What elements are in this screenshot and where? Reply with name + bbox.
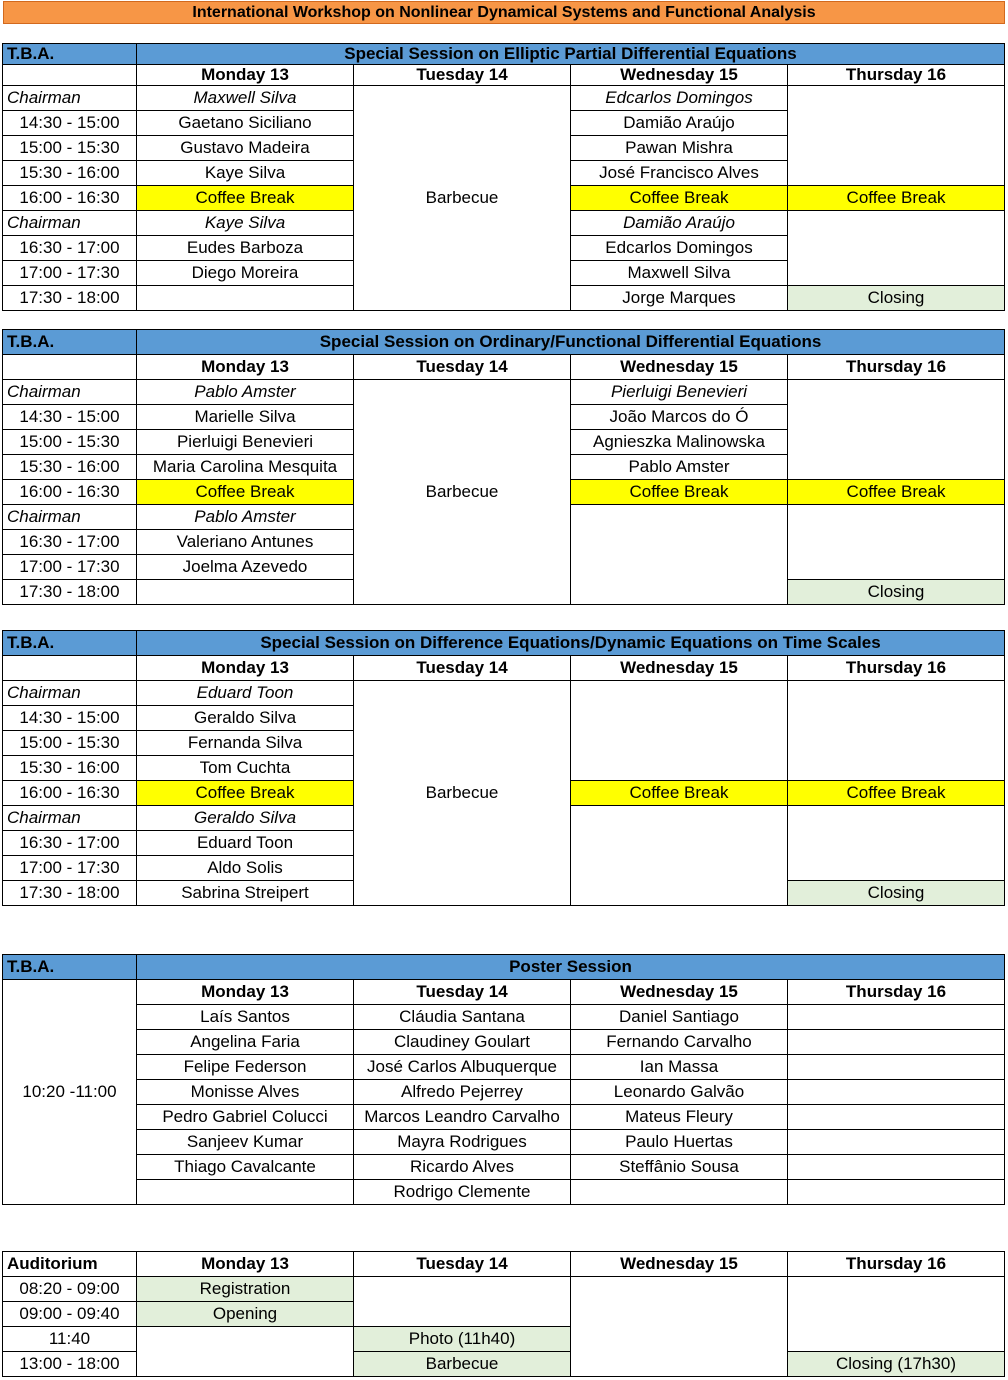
poster-presenter: Cláudia Santana [354,1005,571,1030]
empty-cell [137,1327,354,1377]
time-slot: 11:40 [3,1327,137,1352]
poster-presenter: Ricardo Alves [354,1155,571,1180]
auditorium-table [2,1251,1005,1377]
poster-presenter: Steffânio Sousa [571,1155,788,1180]
poster-presenter: Pedro Gabriel Colucci [137,1105,354,1130]
coffee-break: Coffee Break [571,480,788,505]
time-slot: 17:00 - 17:30 [3,261,137,286]
speaker: Damião Araújo [571,111,788,136]
empty-cell [3,65,137,86]
day-header-tuesday: Tuesday 14 [354,65,571,86]
speaker: Kaye Silva [137,161,354,186]
day-header-thursday: Thursday 16 [788,1252,1005,1277]
session-title: Special Session on Ordinary/Functional Differential Equations [137,330,1005,355]
speaker: Eudes Barboza [137,236,354,261]
barbecue-cell: Barbecue [354,1352,571,1377]
empty-cell [571,1277,788,1377]
time-slot: 17:00 - 17:30 [3,555,137,580]
photo-cell: Photo (11h40) [354,1327,571,1352]
poster-presenter: Ian Massa [571,1055,788,1080]
closing-cell: Closing [788,286,1005,311]
poster-presenter [788,1005,1005,1030]
location-cell: T.B.A. [3,631,137,656]
coffee-break: Coffee Break [137,480,354,505]
time-slot: 17:30 - 18:00 [3,286,137,311]
speaker: Pierluigi Benevieri [137,430,354,455]
session-elliptic-table [2,43,1005,311]
poster-presenter: Sanjeev Kumar [137,1130,354,1155]
time-slot: 17:00 - 17:30 [3,856,137,881]
day-header-wednesday: Wednesday 15 [571,656,788,681]
speaker: Maria Carolina Mesquita [137,455,354,480]
session-ordinary-table [2,329,1005,605]
poster-presenter [137,1180,354,1205]
poster-presenter: Daniel Santiago [571,1005,788,1030]
day-header-wednesday: Wednesday 15 [571,355,788,380]
poster-presenter: Leonardo Galvão [571,1080,788,1105]
time-slot: 15:30 - 16:00 [3,756,137,781]
location-cell: T.B.A. [3,44,137,65]
session-title: Special Session on Elliptic Partial Differential Equations [137,44,1005,65]
speaker: Aldo Solis [137,856,354,881]
poster-presenter [788,1155,1005,1180]
time-slot: 13:00 - 18:00 [3,1352,137,1377]
chairman-name: Damião Araújo [571,211,788,236]
poster-presenter: Alfredo Pejerrey [354,1080,571,1105]
barbecue-cell: Barbecue [354,681,571,906]
time-slot: 17:30 - 18:00 [3,580,137,605]
speaker: Maxwell Silva [571,261,788,286]
day-header-monday: Monday 13 [137,65,354,86]
time-slot: 15:00 - 15:30 [3,136,137,161]
time-slot: 16:30 - 17:00 [3,530,137,555]
session-title: Poster Session [137,955,1005,980]
time-slot: 16:30 - 17:00 [3,236,137,261]
chairman-name: Eduard Toon [137,681,354,706]
speaker: Edcarlos Domingos [571,236,788,261]
speaker: Jorge Marques [571,286,788,311]
day-header-tuesday: Tuesday 14 [354,980,571,1005]
speaker [137,580,354,605]
time-slot: 16:30 - 17:00 [3,831,137,856]
chairman-label: Chairman [3,86,137,111]
speaker: João Marcos do Ó [571,405,788,430]
empty-cell [788,211,1005,286]
day-header-thursday: Thursday 16 [788,65,1005,86]
location-cell: T.B.A. [3,330,137,355]
empty-cell [571,806,788,906]
chairman-name: Pablo Amster [137,380,354,405]
empty-cell [788,86,1005,186]
opening-cell: Opening [137,1302,354,1327]
chairman-name: Geraldo Silva [137,806,354,831]
registration-cell: Registration [137,1277,354,1302]
speaker: Pablo Amster [571,455,788,480]
chairman-label: Chairman [3,681,137,706]
empty-cell [788,806,1005,881]
poster-presenter: Marcos Leandro Carvalho [354,1105,571,1130]
poster-presenter: Mateus Fleury [571,1105,788,1130]
time-slot: 17:30 - 18:00 [3,881,137,906]
speaker: Eduard Toon [137,831,354,856]
chairman-label: Chairman [3,505,137,530]
day-header-tuesday: Tuesday 14 [354,355,571,380]
speaker: Marielle Silva [137,405,354,430]
speaker: Gustavo Madeira [137,136,354,161]
day-header-tuesday: Tuesday 14 [354,656,571,681]
speaker: Diego Moreira [137,261,354,286]
empty-cell [3,355,137,380]
session-title: Special Session on Difference Equations/Dynamic Equations on Time Scales [137,631,1005,656]
poster-presenter: Paulo Huertas [571,1130,788,1155]
time-slot: 14:30 - 15:00 [3,405,137,430]
poster-presenter [571,1180,788,1205]
poster-presenter: Thiago Cavalcante [137,1155,354,1180]
closing-cell: Closing [788,881,1005,906]
empty-cell [354,1277,571,1327]
speaker: Valeriano Antunes [137,530,354,555]
poster-presenter: Fernando Carvalho [571,1030,788,1055]
day-header-thursday: Thursday 16 [788,980,1005,1005]
workshop-title: International Workshop on Nonlinear Dynamical Systems and Functional Analysis [3,1,1005,24]
time-slot: 16:00 - 16:30 [3,186,137,211]
poster-presenter [788,1055,1005,1080]
poster-presenter: Angelina Faria [137,1030,354,1055]
day-header-monday: Monday 13 [137,656,354,681]
chairman-label: Chairman [3,211,137,236]
time-slot: 14:30 - 15:00 [3,111,137,136]
auditorium-label: Auditorium [3,1252,137,1277]
poster-presenter [788,1080,1005,1105]
barbecue-cell: Barbecue [354,86,571,311]
poster-presenter: Felipe Federson [137,1055,354,1080]
coffee-break: Coffee Break [137,186,354,211]
coffee-break: Coffee Break [788,781,1005,806]
time-slot: 15:00 - 15:30 [3,731,137,756]
speaker: Joelma Azevedo [137,555,354,580]
empty-cell [788,1277,1005,1352]
speaker: Pawan Mishra [571,136,788,161]
day-header-monday: Monday 13 [137,980,354,1005]
speaker: Sabrina Streipert [137,881,354,906]
coffee-break: Coffee Break [137,781,354,806]
chairman-name: Pablo Amster [137,505,354,530]
time-slot: 08:20 - 09:00 [3,1277,137,1302]
closing-cell: Closing (17h30) [788,1352,1005,1377]
poster-presenter [788,1130,1005,1155]
time-slot: 14:30 - 15:00 [3,706,137,731]
poster-presenter: José Carlos Albuquerque [354,1055,571,1080]
poster-presenter: Mayra Rodrigues [354,1130,571,1155]
time-slot: 15:00 - 15:30 [3,430,137,455]
chairman-label: Chairman [3,380,137,405]
speaker [137,286,354,311]
empty-cell [788,505,1005,580]
chairman-name: Kaye Silva [137,211,354,236]
poster-presenter: Monisse Alves [137,1080,354,1105]
barbecue-cell: Barbecue [354,380,571,605]
day-header-wednesday: Wednesday 15 [571,980,788,1005]
closing-cell: Closing [788,580,1005,605]
coffee-break: Coffee Break [788,480,1005,505]
poster-presenter [788,1105,1005,1130]
day-header-wednesday: Wednesday 15 [571,65,788,86]
speaker: Gaetano Siciliano [137,111,354,136]
coffee-break: Coffee Break [788,186,1005,211]
time-slot: 16:00 - 16:30 [3,781,137,806]
chairman-name: Maxwell Silva [137,86,354,111]
time-slot: 16:00 - 16:30 [3,480,137,505]
day-header-tuesday: Tuesday 14 [354,1252,571,1277]
day-header-thursday: Thursday 16 [788,656,1005,681]
session-difference-table [2,630,1005,906]
poster-session-table [2,954,1005,1205]
empty-cell [788,681,1005,781]
empty-cell [571,505,788,605]
speaker: Agnieszka Malinowska [571,430,788,455]
speaker: José Francisco Alves [571,161,788,186]
empty-cell [3,656,137,681]
chairman-label: Chairman [3,806,137,831]
poster-presenter [788,1030,1005,1055]
time-slot: 15:30 - 16:00 [3,455,137,480]
coffee-break: Coffee Break [571,186,788,211]
chairman-name: Pierluigi Benevieri [571,380,788,405]
speaker: Geraldo Silva [137,706,354,731]
chairman-name: Edcarlos Domingos [571,86,788,111]
day-header-monday: Monday 13 [137,1252,354,1277]
day-header-thursday: Thursday 16 [788,355,1005,380]
poster-presenter: Claudiney Goulart [354,1030,571,1055]
day-header-monday: Monday 13 [137,355,354,380]
speaker: Tom Cuchta [137,756,354,781]
empty-cell [571,681,788,781]
time-slot: 09:00 - 09:40 [3,1302,137,1327]
poster-presenter: Rodrigo Clemente [354,1180,571,1205]
location-cell: T.B.A. [3,955,137,980]
poster-time: 10:20 -11:00 [3,980,137,1205]
speaker: Fernanda Silva [137,731,354,756]
coffee-break: Coffee Break [571,781,788,806]
poster-presenter [788,1180,1005,1205]
poster-presenter: Laís Santos [137,1005,354,1030]
time-slot: 15:30 - 16:00 [3,161,137,186]
day-header-wednesday: Wednesday 15 [571,1252,788,1277]
empty-cell [788,380,1005,480]
